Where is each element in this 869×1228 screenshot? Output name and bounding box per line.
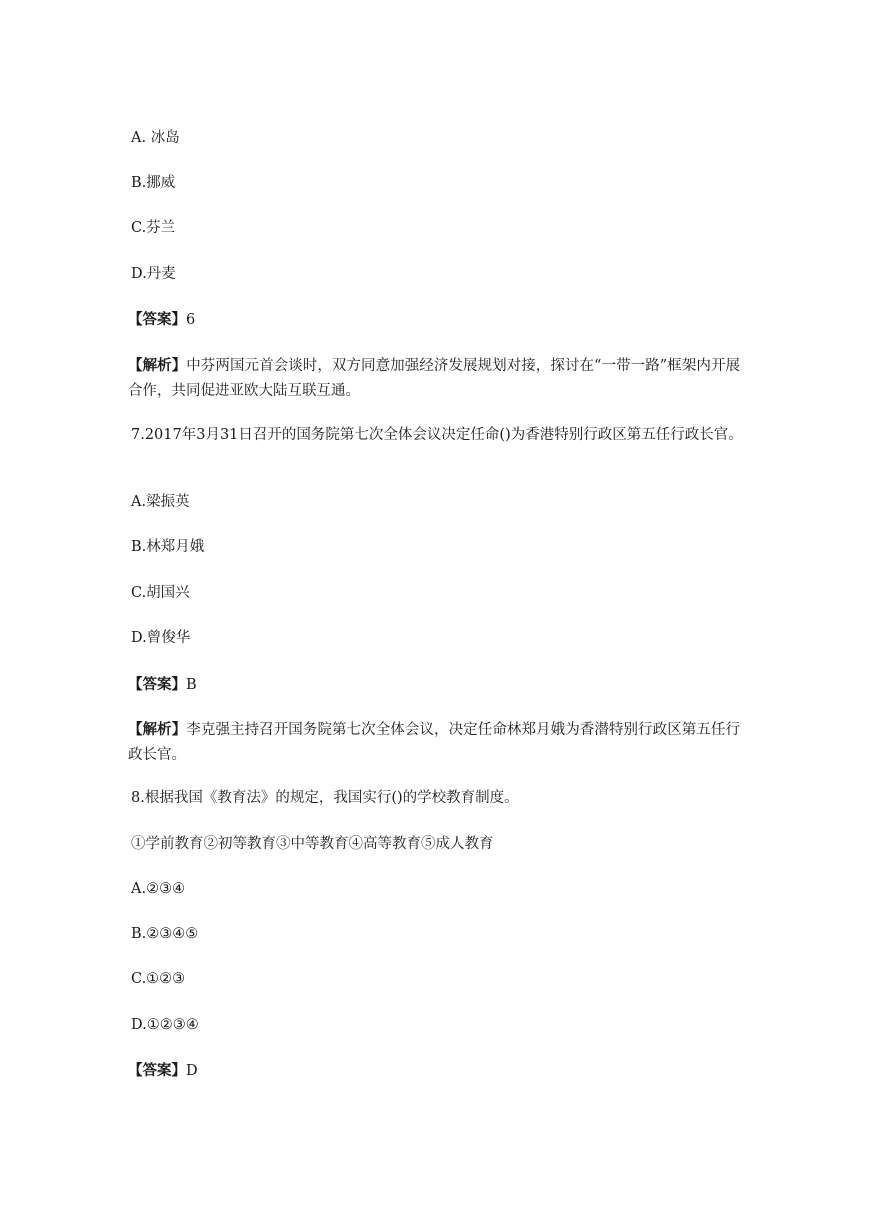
answer-label: 【答案】	[128, 311, 186, 328]
q8-option-b: B.②③④⑤	[131, 926, 199, 942]
q8-option-c: C.①②③	[131, 971, 186, 987]
analysis-label: 【解析】	[128, 721, 187, 738]
q6-option-b: B.挪威	[131, 175, 176, 191]
q7-option-a: A.梁振英	[131, 494, 190, 510]
answer-label: 【答案】	[128, 1062, 186, 1079]
q8-answer	[128, 1058, 738, 1084]
q7-option-c: C.胡国兴	[131, 585, 190, 601]
q8-option-d: D.①②③④	[131, 1017, 199, 1033]
q7-question: 7.2017年3月31日召开的国务院第七次全体会议决定任命()为香港特别行政区第五任行政长官。	[131, 427, 743, 443]
analysis-label: 【解析】	[128, 357, 187, 374]
q7-analysis	[128, 717, 740, 768]
analysis-text: 中芬两国元首会谈时，双方同意加强经济发展规划对接，探讨在“一带一路”框架内开展合作，共同促进亚欧大陆互联互通。	[128, 358, 741, 399]
q6-option-a: A. 冰岛	[131, 130, 180, 146]
q8-option-a: A.②③④	[131, 881, 186, 897]
q7-option-d: D.曾俊华	[131, 630, 191, 646]
q7-option-b: B.林郑月娥	[131, 539, 205, 555]
q7-answer	[128, 672, 738, 698]
answer-value: D	[186, 1063, 198, 1079]
q6-analysis	[128, 353, 740, 404]
q8-question: 8.根据我国《教育法》的规定，我国实行()的学校教育制度。	[131, 790, 519, 806]
answer-label: 【答案】	[128, 676, 186, 693]
answer-value: B	[186, 677, 197, 693]
q6-answer	[128, 307, 738, 333]
q6-option-c: C.芬兰	[131, 220, 176, 236]
answer-value: 6	[186, 312, 196, 328]
q6-option-d: D.丹麦	[131, 266, 176, 282]
analysis-text: 李克强主持召开国务院第七次全体会议，决定任命林郑月娥为香潜特别行政区第五任行政长官。	[128, 722, 741, 763]
q8-statement: ①学前教育②初等教育③中等教育④高等教育⑤成人教育	[131, 836, 494, 852]
